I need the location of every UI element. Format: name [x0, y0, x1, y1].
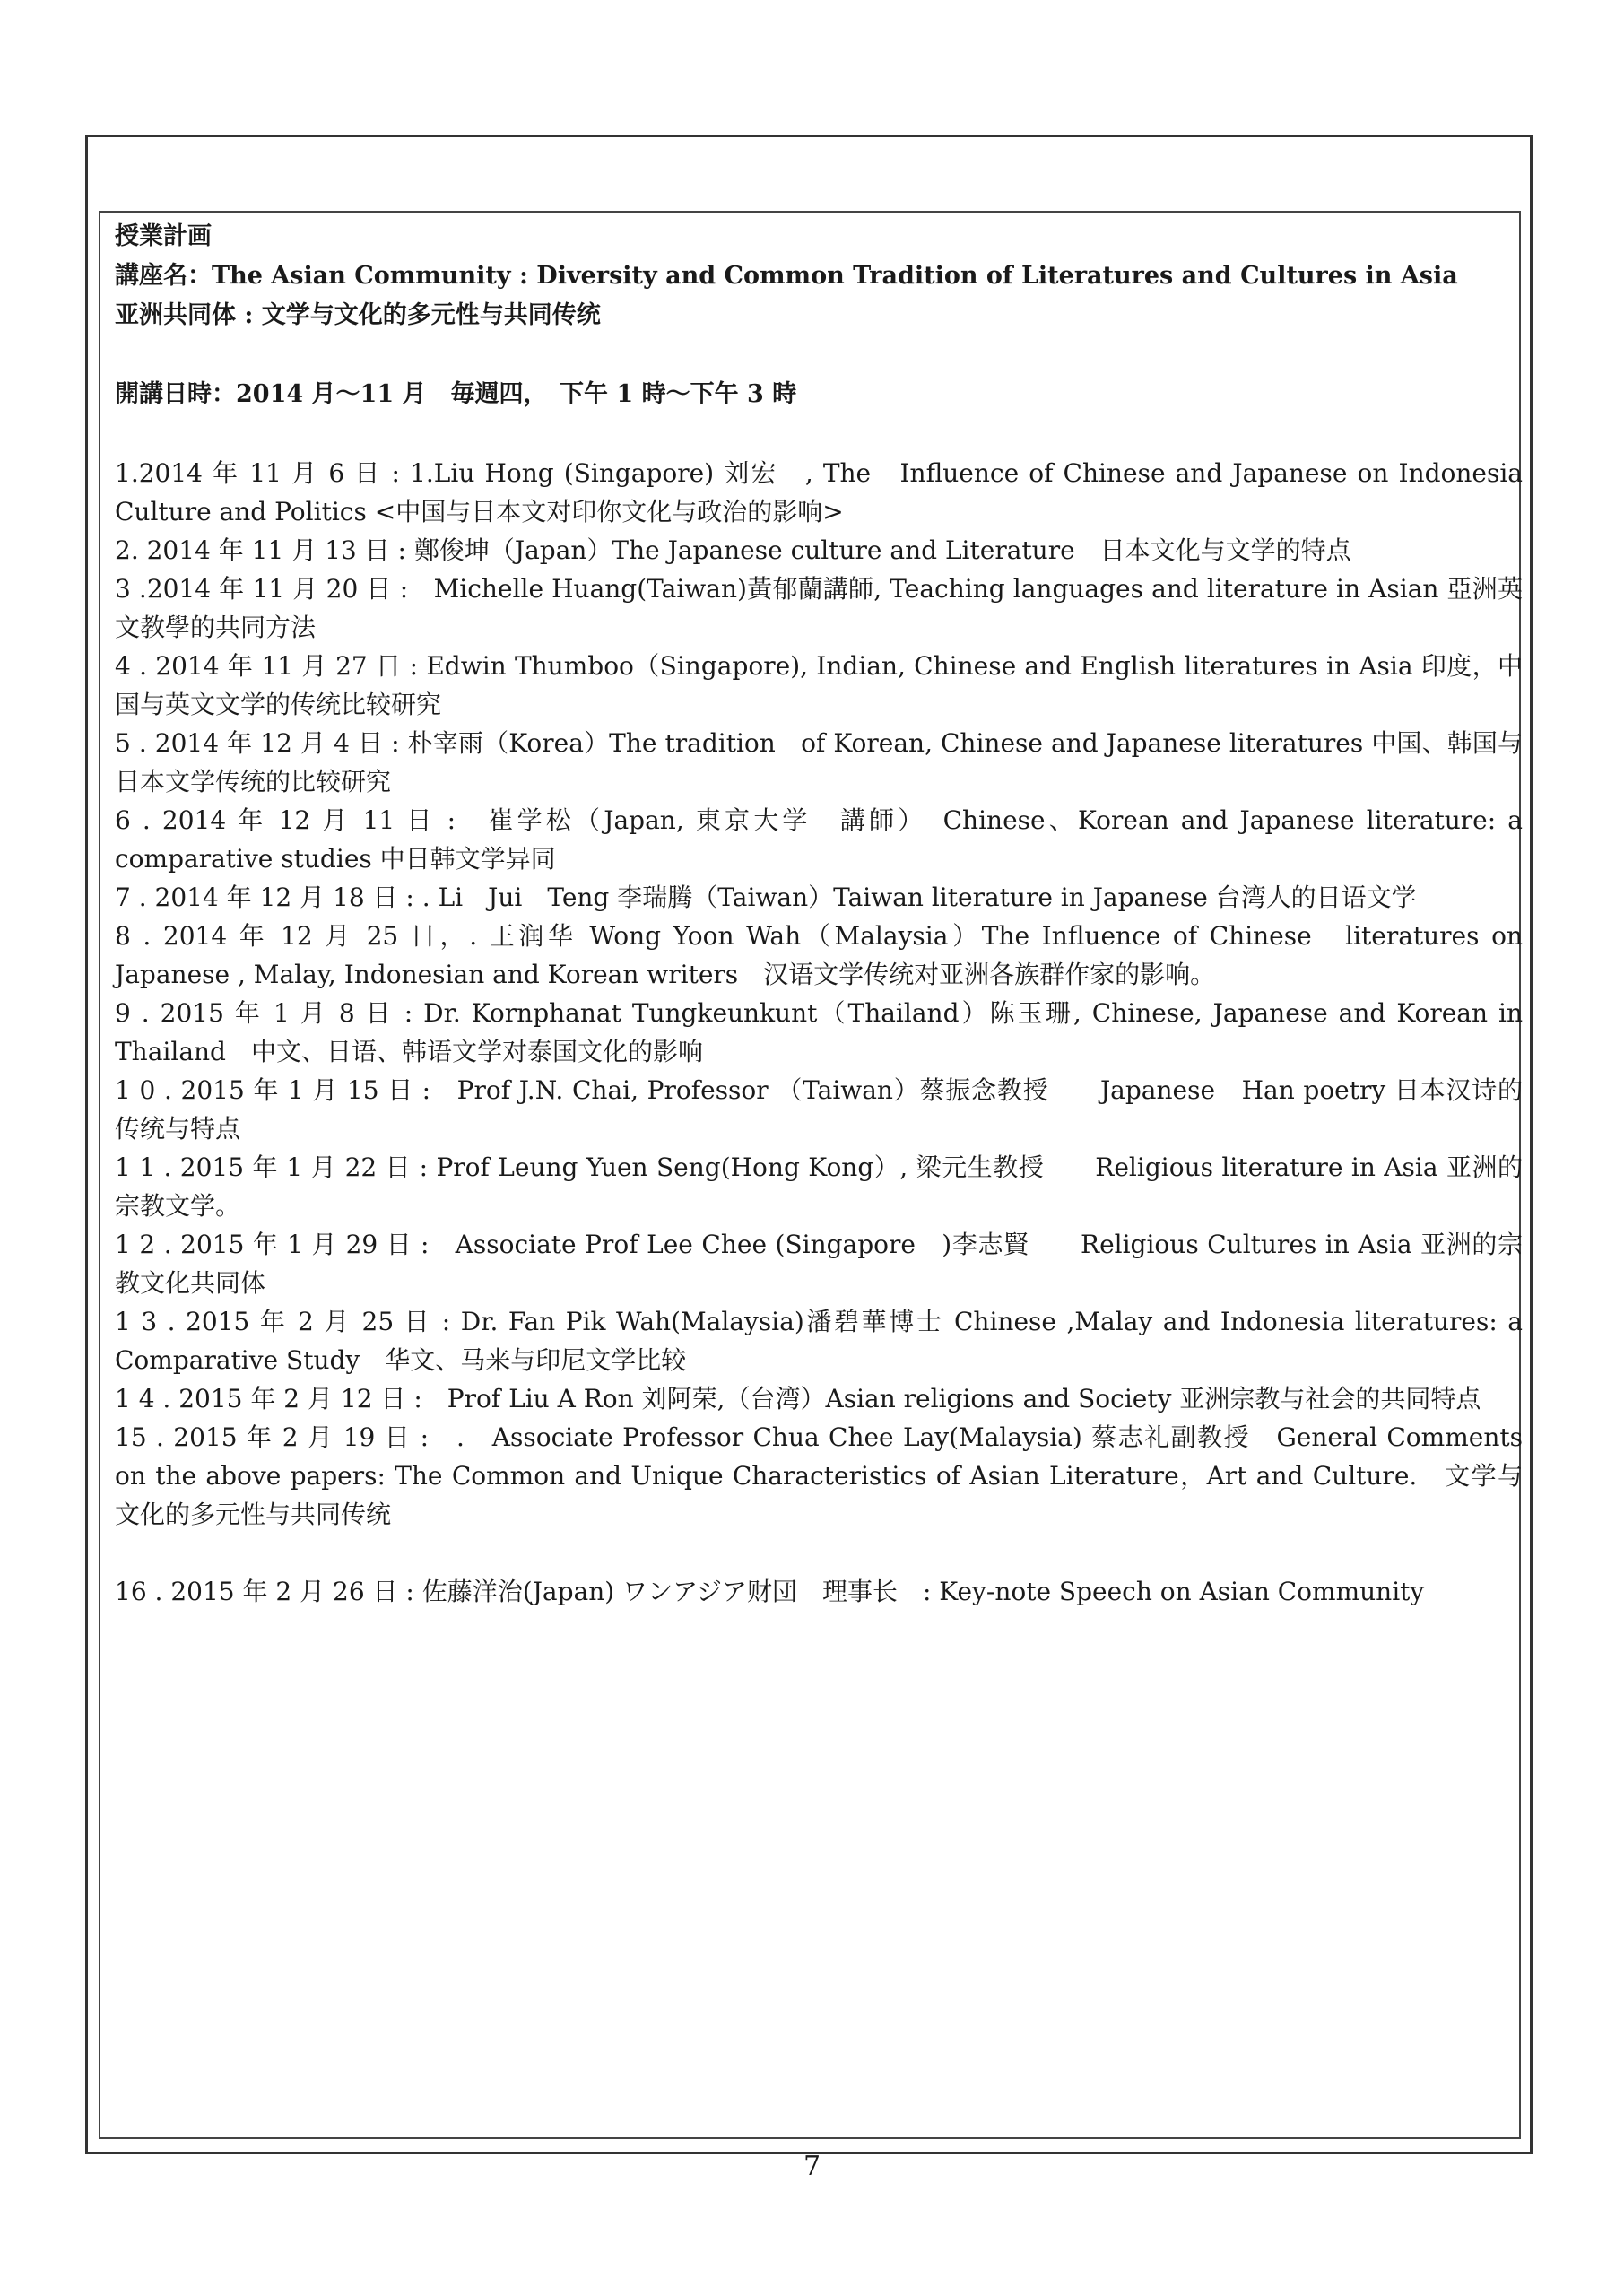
lecture-item: 1 0 . 2015 年 1 月 15 日 : Prof J.N. Chai, Professor （Taiwan）蔡振念教授 Japanese Han poetry 日本汉诗的传统与特点 [115, 1075, 1523, 1144]
lecture-item: 5 . 2014 年 12 月 4 日 : 朴宰雨（Korea）The tradition of Korean, Chinese and Japanese literatures 中国、韩国与日本文学传统的比较研究 [115, 728, 1523, 796]
lecture-item: 1 4 . 2015 年 2 月 12 日 : Prof Liu A Ron 刘阿荣,（台湾）Asian religions and Society 亚洲宗教与社会的共同特点 [115, 1384, 1481, 1413]
lecture-item: 7 . 2014 年 12 月 18 日 : . Li Jui Teng 李瑞腾（Taiwan）Taiwan literature in Japanese 台湾人的日语文学 [115, 883, 1417, 912]
lecture-item: 8 . 2014 年 12 月 25 日，. 王润华 Wong Yoon Wah（Malaysia）The Influence of Chinese literatures on Japanese , Malay, Indonesian and Korean writers 汉语文学传统对亚洲各族群作家的影响。 [115, 921, 1523, 989]
lecture-item: 6 . 2014 年 12 月 11 日 : 崔学松（Japan, 東京大学 講師） Chinese、Korean and Japanese literature: a comparative studies 中日韩文学异同 [115, 805, 1523, 874]
course-title-zh: 亚洲共同体 : 文学与文化的多元性与共同传统 [115, 301, 601, 329]
lecture-item: 1 3 . 2015 年 2 月 25 日 : Dr. Fan Pik Wah(Malaysia)潘碧華博士 Chinese ,Malay and Indonesia literatures: a Comparative Study 华文、马来与印尼文学比较 [115, 1307, 1523, 1375]
course-plan-content [115, 213, 1523, 1611]
lecture-item: 2. 2014 年 11 月 13 日 : 鄭俊坤（Japan）The Japanese culture and Literature 日本文化与文学的特点 [115, 535, 1351, 565]
lecture-item: 1 1 . 2015 年 1 月 22 日 : Prof Leung Yuen Seng(Hong Kong）, 梁元生教授 Religious literature in Asia 亚洲的宗教文学。 [115, 1152, 1523, 1221]
lecture-item: 3 .2014 年 11 月 20 日 : Michelle Huang(Taiwan)黃郁蘭講師, Teaching languages and literature in Asian 亞洲英文教學的共同方法 [115, 574, 1523, 642]
session-info: 開講日時：2014 月～11 月 毎週四， 下午 1 時～下午 3 時 [115, 380, 797, 408]
lecture-list [115, 454, 1523, 1611]
lecture-item: 1.2014 年 11 月 6 日 : 1.Liu Hong (Singapore) 刘宏 , The Influence of Chinese and Japanese on Indonesia Culture and Politics <中国与日本文对印你文化与政治的影响> [115, 458, 1523, 526]
lecture-item: 4 . 2014 年 11 月 27 日 : Edwin Thumboo（Singapore), Indian, Chinese and English literatures in Asia 印度，中国与英文文学的传统比较研究 [115, 651, 1523, 719]
lecture-item: 1 2 . 2015 年 1 月 29 日 : Associate Prof Lee Chee (Singapore )李志賢 Religious Cultures in Asia 亚洲的宗教文化共同体 [115, 1230, 1523, 1298]
lecture-item: 16 . 2015 年 2 月 26 日 : 佐藤洋治(Japan) ワンアジア财団 理事长 : Key-note Speech on Asian Community [115, 1577, 1425, 1606]
plan-label: 授業計画 [115, 222, 212, 250]
course-title: 講座名：The Asian Community : Diversity and Common Tradition of Literatures and Cultures in Asia [115, 262, 1458, 290]
page-number: 7 [803, 2151, 821, 2182]
lecture-item: 15 . 2015 年 2 月 19 日 : . Associate Professor Chua Chee Lay(Malaysia) 蔡志礼副教授 General Comments on the above papers: The Common and Unique Characteristics of Asian Literature，Art and Culture. 文学与文化的多元性与共同传统 [115, 1422, 1523, 1529]
lecture-item: 9 . 2015 年 1 月 8 日 : Dr. Kornphanat Tungkeunkunt（Thailand）陈玉珊, Chinese, Japanese and Korean in Thailand 中文、日语、韩语文学对泰国文化的影响 [115, 998, 1523, 1066]
